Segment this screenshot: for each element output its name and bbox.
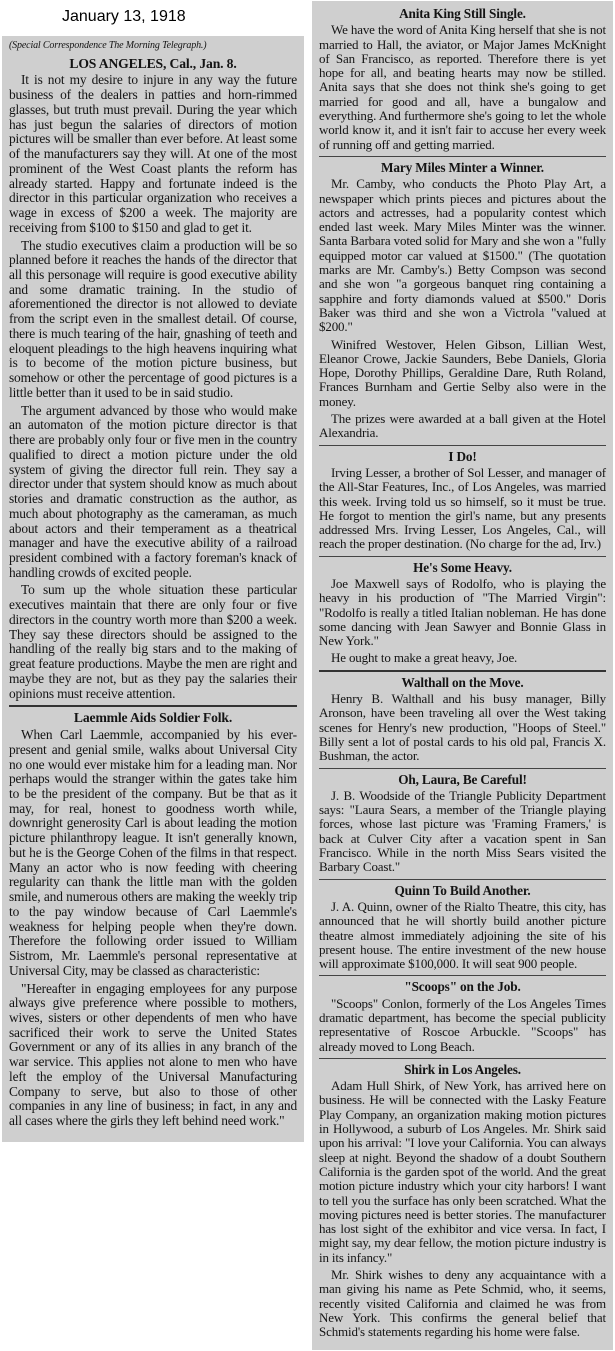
right-column-clipping: [312, 1, 613, 1350]
section-divider: [319, 879, 606, 880]
section-divider: [319, 768, 606, 769]
article-paragraph: The studio executives claim a production will be so planned before it reaches the hands of the director that all this personage will require is good executive ability and some dramatic training. In the studio of aforementioned the director is not allowed to deviate from the script even in the smallest detail. Of course, there is much tearing of the hair, gnashing of teeth and eloquent pleadings to the high heavens inquiring what is to become of the motion picture business, but somehow or other the percentage of good pictures is a little better than it used to be in said studio.: [9, 237, 297, 400]
section-heading: Anita King Still Single.: [399, 6, 526, 21]
article-paragraph: When Carl Laemmle, accompanied by his ever-present and genial smile, walks about Universal City no one would ever mistake him for a leading man. Nor perhaps would the stranger within the gates take him to be the president of the company. But be that as it may, for real, honest to goodness worth while, downright generosity Carl is about leading the motion picture philanthropy league. It isn't generally known, but he is the George Cohen of the films in that respect. Many an actor who is now feeding with cheering regularity can thank the little man with the golden smile, and numerous others are making the weekly trip to the pay window because of Carl Laemmle's weakness for helping people when they're down. Therefore the following order issued to William Sistrom, Mr. Laemmle's personal representative at Universal City, may be classed as characteristic:: [9, 727, 297, 978]
section-divider: [9, 705, 297, 707]
section-divider: [319, 556, 606, 557]
article-paragraph: Joe Maxwell says of Rodolfo, who is playing the heavy in his production of "The Married Virgin": "Rodolfo is really a titled Italian nobleman. He has done some dancing with Jean Sawyer and Bonnie Glass in New York.": [319, 575, 606, 649]
section-heading: I Do!: [448, 448, 477, 464]
article-paragraph: The prizes were awarded at a ball given at the Hotel Alexandria.: [319, 411, 606, 441]
article-paragraph: Irving Lesser, a brother of Sol Lesser, and manager of the All-Star Features, Inc., of Los Angeles, was married this week. Irving told us so himself, so it must be true. He forgot to mention the girl's name, but any presents addressed Mrs. Irving Lesser, Los Angeles, Cal., will reach the proper destination. (No charge for the ad, Irv.): [319, 464, 606, 552]
left-column-clipping: [2, 36, 304, 1142]
section-heading: Laemmle Aids Soldier Folk.: [73, 710, 233, 726]
section-heading: "Scoops" on the Job.: [404, 979, 521, 995]
article-paragraph: J. A. Quinn, owner of the Rialto Theatre, this city, has announced that he will shortly build another picture theatre almost immediately adjoining the site of his present house. The entire investment of the new house will approximate $100,000. It will seat 900 people.: [319, 898, 606, 972]
article-paragraph: J. B. Woodside of the Triangle Publicity Department says: "Laura Sears, a member of the Triangle playing forces, whose last picture was 'Framing Framers,' is back at Culver City after a vacation spent in San Francisco. While in the north Miss Sears visited the Barbary Coast.": [319, 787, 606, 875]
article-paragraph: Winifred Westover, Helen Gibson, Lillian West, Eleanor Crowe, Jackie Saunders, Bebe Daniels, Gloria Hope, Dorothy Phillips, Geraldine Dare, Ruth Roland, Frances Burnham and Gertie Selby also were in the money.: [319, 336, 606, 409]
article-paragraph: "Hereafter in engaging employees for any purpose always give preference where possible to mothers, wives, sisters or other dependents of men who have sacrificed their work to serve the United States Government or any of its allies in any branch of the war service. This applies not alone to men who have left the employ of the Universal Manufacturing Company to serve, but also to those of other companies in any line of business; in fact, in any and all cases where the girls they left behind need work.": [9, 980, 297, 1129]
article-paragraph: Mr. Camby, who conducts the Photo Play Art, a newspaper which prints pieces and pictures about the actors and actresses, had a popularity contest which ended last week. Mary Miles Minter was the winner. Santa Barbara voted solid for Mary and she won a "fully equipped motor car valued at $1500." (The quotation marks are Mr. Camby's.) Betty Compson was second and she won "a gorgeous banquet ring containing a sapphire and forty diamonds valued at $500." Doris Baker was third and she won a Victrola "valued at $200.": [319, 176, 606, 335]
article-headline: LOS ANGELES, Cal., Jan. 8.: [69, 55, 237, 71]
article-paragraph: Henry B. Walthall and his busy manager, Billy Aronson, have been traveling all over the West taking scenes for Henry's new production, "Hoops of Steel." Billy sent a lot of postal cards to his old pal, Francis X. Bushman, the actor.: [319, 691, 606, 764]
date-caption: January 13, 1918: [62, 8, 186, 25]
article-paragraph: We have the word of Anita King herself that she is not married to Hall, the aviator, or Major James McKnight of San Francisco, as reported. Therefore there is yet hope for all, and beating hearts may now be stilled. Anita says that she does not think she's going to get married for good and all, have a bungalow and everything. And furthermore she's going to let the whole world know it, and it isn't fair to accuse her every week of running off and getting married.: [319, 22, 606, 152]
section-heading: Quinn To Build Another.: [394, 882, 531, 898]
section-divider: [319, 670, 606, 672]
article-paragraph: Mr. Shirk wishes to deny any acquaintance with a man giving his name as Pete Schmid, who, it seems, recently visited California and claimed he was from New York. This confirms the general belief that Schmid's statements regarding his home were false.: [319, 1267, 606, 1340]
section-divider: [319, 156, 606, 157]
article-paragraph: It is not my desire to injure in any way the future business of the dealers in patties and horn-rimmed glasses, but truth must prevail. During the year which has just begun the salaries of directors of motion pictures will be smaller than ever before. At least some of the manufacturers say they will. At one of the most prominent of the West Coast plants the reform has already started. Happy and fortunate indeed is the director in this particular organization who receives a wage in excess of $200 a week. The majority are receiving from $100 to $150 and glad to get it.: [9, 72, 297, 235]
section-divider: [319, 445, 606, 446]
section-divider: [319, 975, 606, 976]
section-heading: Oh, Laura, Be Careful!: [398, 771, 527, 787]
article-paragraph: He ought to make a great heavy, Joe.: [331, 650, 518, 666]
article-paragraph: To sum up the whole situation these particular executives maintain that there are only four or five directors in the country worth more than $200 a week. They say these directors should be assigned to the handling of the really big stars and to the making of great feature productions. Maybe the men are right and maybe they are not, but as they pay the salaries their opinions must receive attention.: [9, 582, 297, 701]
article-paragraph: Adam Hull Shirk, of New York, has arrived here on business. He will be connected with the Lasky Feature Play Company, an organization making motion pictures in Hollywood, a suburb of Los Angeles. Mr. Shirk said upon his arrival: "I love your California. You can always sleep at night. Beyond the shadow of a doubt Southern California is the garden spot of the world. And the great motion picture industry which your city harbors! I want to tell you the surface has only been scratched. What the moving pictures need is better stories. The manufacturer has lost sight of the exhibitor and vice versa. In fact, I might say, my dear fellow, the motion picture industry is in its infancy.": [319, 1078, 606, 1265]
section-divider: [319, 1058, 606, 1059]
correspondence-dateline: (Special Correspondence The Morning Telegraph.): [9, 40, 207, 51]
article-paragraph: The argument advanced by those who would make an automaton of the motion picture director is that there are probably only four or five men in the country qualified to direct a motion picture under the old system of giving the director full rein. They say a director under that system should know as much about stories and dramatic construction as the author, as much about photography as the cameraman, as much about actors and their temperament as a theatrical manager and have the executive ability of a railroad president combined with a factory foreman's knack of handling crowds of excited people.: [9, 402, 297, 580]
article-paragraph: "Scoops" Conlon, formerly of the Los Angeles Times dramatic department, has become the special publicity representative of Roscoe Arbuckle. "Scoops" has already moved to Long Beach.: [319, 995, 606, 1054]
section-heading: Mary Miles Minter a Winner.: [381, 159, 544, 175]
section-heading: Shirk in Los Angeles.: [404, 1061, 521, 1077]
section-heading: He's Some Heavy.: [413, 559, 512, 575]
section-heading: Walthall on the Move.: [401, 674, 524, 690]
